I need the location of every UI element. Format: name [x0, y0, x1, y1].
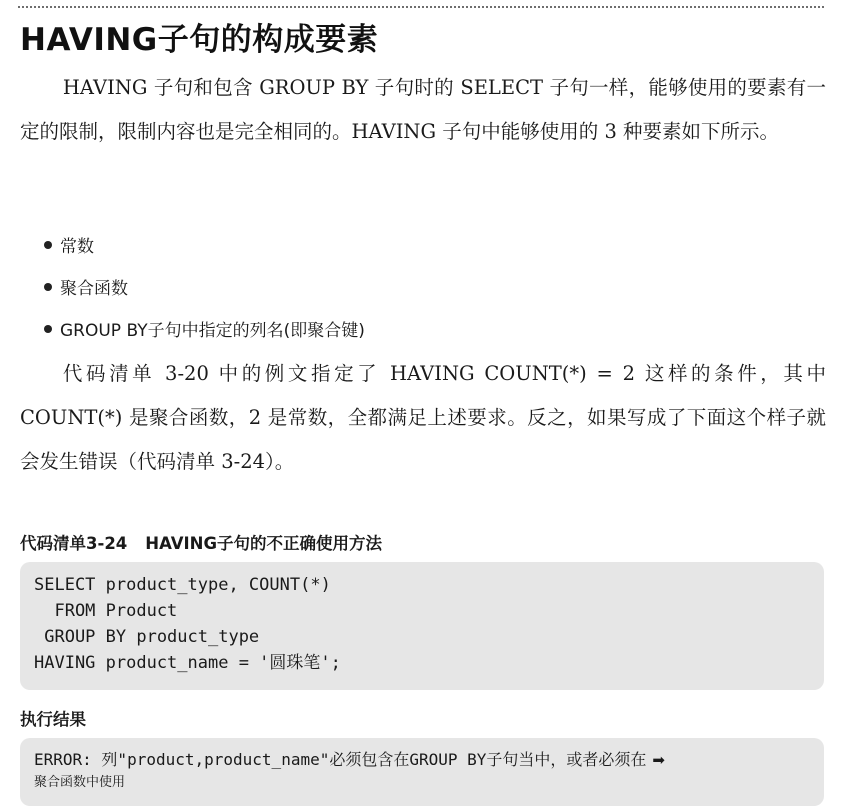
- list-item: [44, 268, 365, 310]
- dotted-divider: [18, 6, 824, 8]
- list-item-text: GROUP BY子句中指定的列名(即聚合键): [60, 321, 365, 341]
- intro-paragraph: HAVING 子句和包含 GROUP BY 子句时的 SELECT 子句一样，能够使用的要素有一定的限制，限制内容也是完全相同的。HAVING 子句中能够使用的 3 种要素如下所示。: [20, 76, 826, 143]
- list-item: [44, 226, 365, 268]
- listing-caption: [20, 530, 382, 554]
- error-text: ERROR: 列"product,product_name"必须包含在GROUP BY子句当中，或者必须在: [34, 750, 647, 769]
- code-block: [20, 562, 824, 690]
- code-line: GROUP BY product_type: [34, 627, 260, 647]
- bullet-icon: [44, 325, 52, 333]
- code-line: FROM Product: [34, 601, 178, 621]
- code-line: HAVING product_name = '圆珠笔';: [34, 653, 341, 673]
- listing-number: 代码清单3-24: [20, 534, 128, 553]
- result-caption: 执行结果: [20, 710, 86, 729]
- bullet-icon: [44, 283, 52, 291]
- right-arrow-icon: ➡: [652, 751, 665, 769]
- list-item-text: 聚合函数: [60, 279, 128, 299]
- result-block: [20, 738, 824, 806]
- explanation-paragraph: 代码清单 3-20 中的例文指定了 HAVING COUNT(*) = 2 这样的条件，其中 COUNT(*) 是聚合函数，2 是常数，全都满足上述要求。反之，如果写成了下面这个样子就会发生错误（代码清单 3-24）。: [20, 362, 826, 473]
- error-message-continued: 聚合函数中使用: [34, 775, 126, 790]
- error-message: [34, 748, 810, 772]
- listing-title: HAVING子句的不正确使用方法: [145, 534, 383, 553]
- code-line: SELECT product_type, COUNT(*): [34, 575, 331, 595]
- bullet-icon: [44, 241, 52, 249]
- section-heading: HAVING子句的构成要素: [20, 22, 379, 58]
- element-list: [44, 226, 365, 352]
- list-item-text: 常数: [60, 237, 94, 257]
- list-item: [44, 310, 365, 352]
